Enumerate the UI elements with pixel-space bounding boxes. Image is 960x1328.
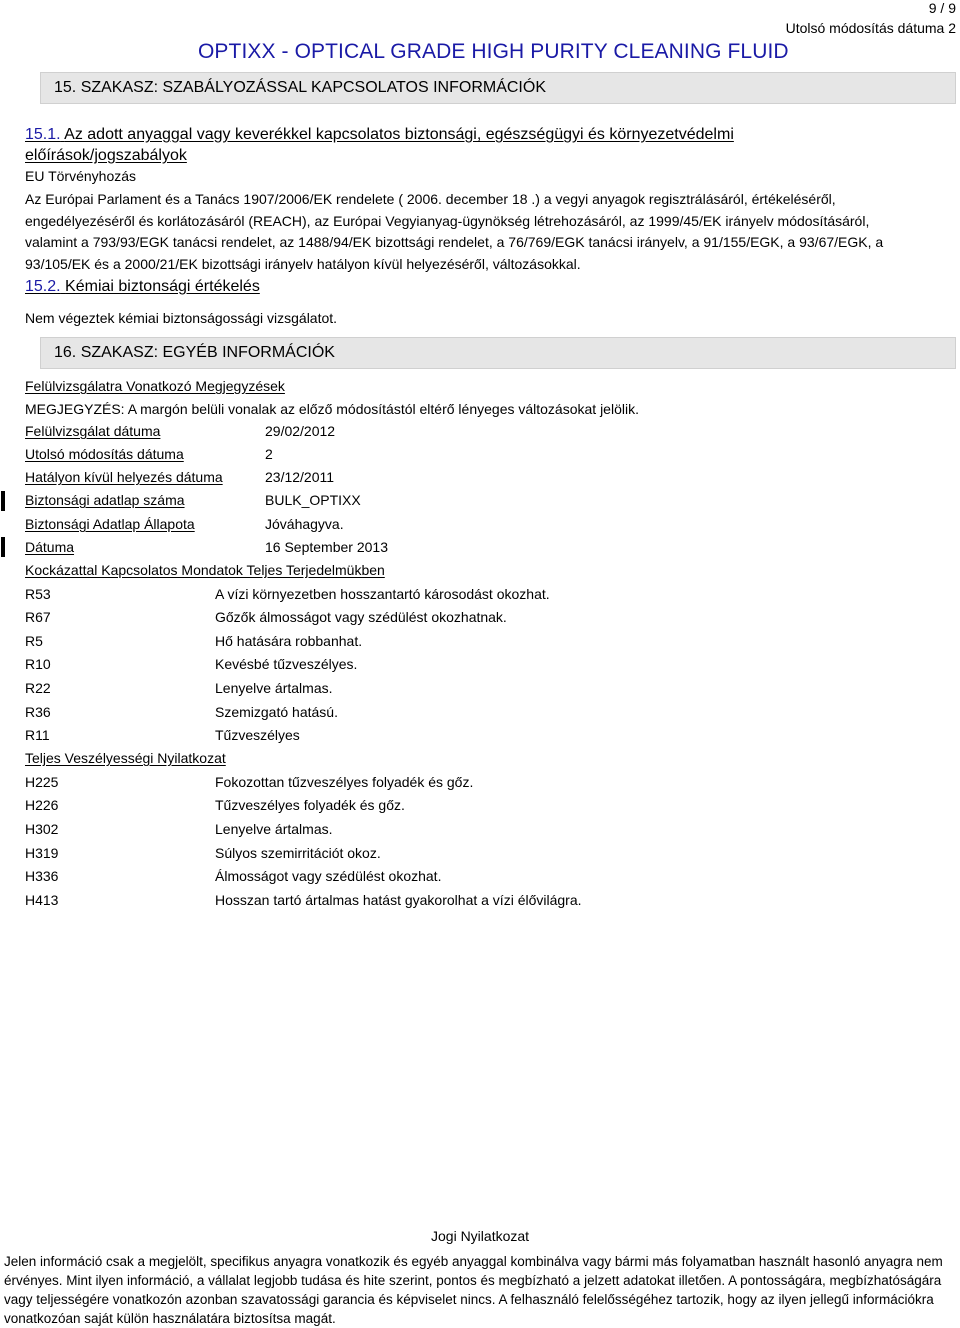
risk-phrases-heading: Kockázattal Kapcsolatos Mondatok Teljes Terjedelmükben bbox=[25, 562, 385, 578]
field-value-sds-number: BULK_OPTIXX bbox=[265, 492, 361, 508]
field-value-date: 16 September 2013 bbox=[265, 539, 388, 555]
subsection-15-2-title bbox=[25, 278, 260, 296]
risk-code: R36 bbox=[25, 704, 51, 720]
hazard-code: H413 bbox=[25, 892, 59, 908]
risk-code: R5 bbox=[25, 633, 43, 649]
field-value-revision: 2 bbox=[265, 446, 273, 462]
legal-disclaimer-title: Jogi Nyilatkozat bbox=[431, 1228, 530, 1244]
hazard-code: H319 bbox=[25, 845, 59, 861]
risk-code: R53 bbox=[25, 586, 51, 602]
hazard-text: Tűzveszélyes folyadék és gőz. bbox=[215, 797, 405, 813]
page-number: 9 / 9 bbox=[928, 0, 956, 16]
field-value-review-date: 29/02/2012 bbox=[265, 423, 336, 439]
hazard-code: H302 bbox=[25, 821, 59, 837]
section-15-header bbox=[40, 72, 956, 104]
risk-text: Lenyelve ártalmas. bbox=[215, 680, 333, 696]
eu-legislation-heading: EU Törvényhozás bbox=[25, 168, 137, 184]
product-title: OPTIXX - OPTICAL GRADE HIGH PURITY CLEANING FLUID bbox=[198, 40, 789, 63]
field-value-supersedes-date: 23/12/2011 bbox=[265, 469, 335, 485]
change-bar-marker bbox=[1, 537, 5, 557]
section-15-title: 15. SZAKASZ: SZABÁLYOZÁSSAL KAPCSOLATOS INFORMÁCIÓK bbox=[54, 79, 546, 96]
section-16-title: 16. SZAKASZ: EGYÉB INFORMÁCIÓK bbox=[54, 344, 335, 361]
subsection-15-1-number: 15.1. bbox=[25, 126, 61, 143]
subsection-15-1-title-cont bbox=[25, 147, 187, 165]
chemical-safety-text: Nem végeztek kémiai biztonságossági vizsgálatot. bbox=[25, 310, 338, 326]
risk-code: R11 bbox=[25, 727, 50, 743]
subsection-15-1-title-line1: Az adott anyaggal vagy keverékkel kapcsolatos biztonsági, egészségügyi és környezetvédelmi bbox=[64, 126, 734, 143]
hazard-code: H336 bbox=[25, 868, 59, 884]
field-label-date: Dátuma bbox=[25, 539, 75, 555]
subsection-15-2-title-text: Kémiai biztonsági értékelés bbox=[65, 278, 260, 295]
hazard-text: Hosszan tartó ártalmas hatást gyakorolhat a vízi élővilágra. bbox=[215, 892, 582, 908]
legal-disclaimer-text: Jelen információ csak a megjelölt, specifikus anyagra vonatkozik és egyéb anyaggal kombinálva vagy bármi más folyamatban használt hasonló anyagra nem érvényes. Mint ilyen információ, a vállalat legjobb tudása és hite szerint, pontos és megbízható a jelzett adatokat illetően. A pontosságára, megbízhatóságára vagy teljességére vonatkozón azonban szavatossági garancia és képviselet nincs. A felhasználó felelősségéhez tartozik, hogy az ilyen jellegű információkra vonatkozóan saját külön használatára biztosítsa magát. bbox=[4, 1254, 943, 1326]
subsection-15-1-title-line2: előírások/jogszabályok bbox=[25, 147, 187, 164]
subsection-15-2-number: 15.2. bbox=[25, 278, 61, 295]
hazard-text: Súlyos szemirritációt okoz. bbox=[215, 845, 381, 861]
field-label-review-date: Felülvizsgálat dátuma bbox=[25, 423, 161, 439]
hazard-code: H226 bbox=[25, 797, 59, 813]
field-label-sds-number: Biztonsági adatlap száma bbox=[25, 492, 185, 508]
risk-code: R10 bbox=[25, 656, 51, 672]
section-16-header bbox=[40, 337, 956, 369]
hazard-text: Fokozottan tűzveszélyes folyadék és gőz. bbox=[215, 774, 474, 790]
subsection-15-1-title bbox=[25, 126, 734, 144]
hazard-statements-heading: Teljes Veszélyességi Nyilatkozat bbox=[25, 750, 226, 766]
field-label-supersedes-date: Hatályon kívül helyezés dátuma bbox=[25, 469, 223, 485]
risk-text: A vízi környezetben hosszantartó károsodást okozhat. bbox=[215, 586, 550, 602]
revision-number: Utolsó módosítás dátuma 2 bbox=[785, 20, 956, 36]
hazard-text: Lenyelve ártalmas. bbox=[215, 821, 333, 837]
hazard-text: Álmosságot vagy szédülést okozhat. bbox=[215, 868, 442, 884]
field-label-revision: Utolsó módosítás dátuma bbox=[25, 446, 184, 462]
eu-legislation-text: Az Európai Parlament és a Tanács 1907/2006/EK rendelete ( 2006. december 18 .) a vegyi anyagok regisztrálásáról, értékeléséről, engedélyezéséről és korlátozásáról (REACH), az Európai Vegyianyag-ügynökség létrehozásáról, az 1999/45/EK irányelv módosításáról, valamint a 793/93/EGK tanácsi rendelet, az 1488/94/EK bizottsági rendelet, a 76/769/EGK tanácsi irányelv, a 91/155/EGK, a 93/67/EGK, a 93/105/EK és a 2000/21/EK bizottsági irányelv hatályon kívül helyezéséről, változásokkal. bbox=[25, 191, 884, 272]
field-value-sds-status: Jóváhagyva. bbox=[265, 516, 344, 532]
risk-code: R67 bbox=[25, 609, 51, 625]
risk-text: Gőzők álmosságot vagy szédülést okozhatnak. bbox=[215, 609, 507, 625]
risk-text: Tűzveszélyes bbox=[215, 727, 300, 743]
risk-code: R22 bbox=[25, 680, 51, 696]
risk-text: Kevésbé tűzveszélyes. bbox=[215, 656, 358, 672]
risk-text: Hő hatására robbanhat. bbox=[215, 633, 363, 649]
hazard-code: H225 bbox=[25, 774, 59, 790]
risk-text: Szemizgató hatású. bbox=[215, 704, 338, 720]
change-bar-marker bbox=[1, 491, 5, 511]
review-notes-heading: Felülvizsgálatra Vonatkozó Megjegyzések bbox=[25, 378, 285, 394]
margin-note: MEGJEGYZÉS: A margón belüli vonalak az előző módosítástól eltérő lényeges változásokat jelölik. bbox=[25, 401, 639, 417]
field-label-sds-status: Biztonsági Adatlap Állapota bbox=[25, 516, 195, 532]
